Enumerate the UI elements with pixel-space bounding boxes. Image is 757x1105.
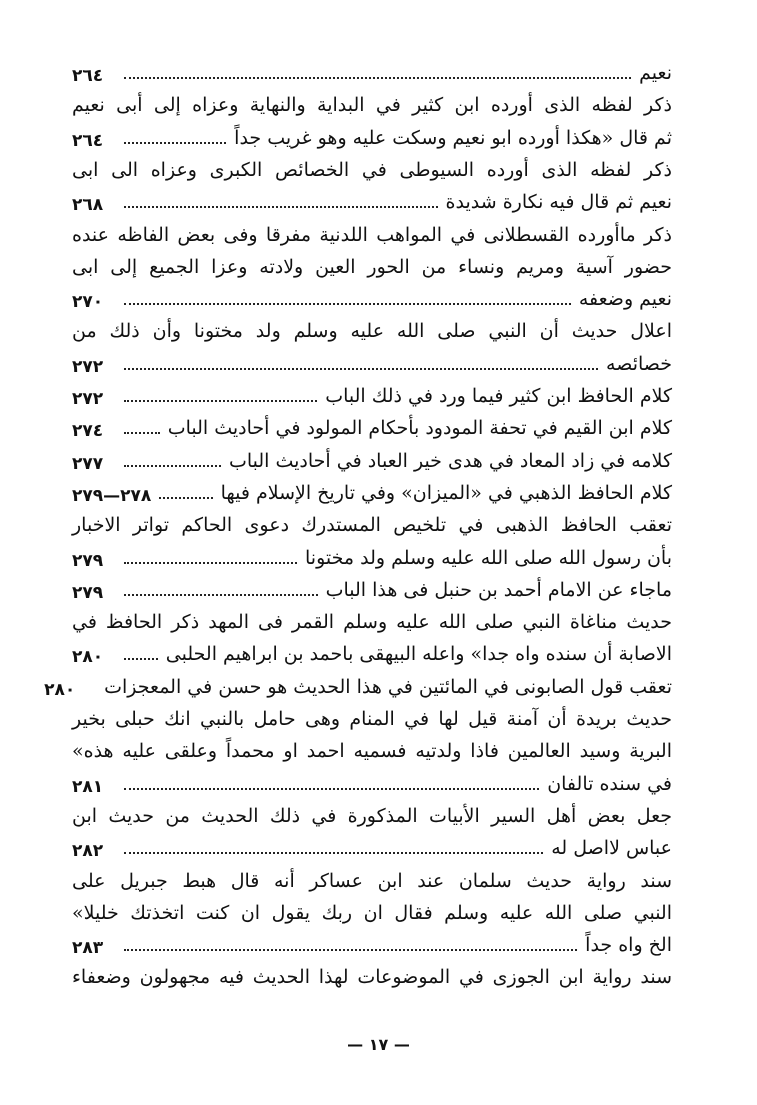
- toc-entry-text: حضور آسية ومريم ونساء من الحور العين ولادته وعزا الجميع إلى ابى: [72, 255, 672, 278]
- toc-page-number: ٢٧٧: [72, 453, 104, 474]
- dot-leader: [124, 142, 226, 144]
- toc-entry-text: كلامه في زاد المعاد في هدى خير العباد في أحاديث الباب: [228, 449, 672, 472]
- dot-leader: [124, 465, 221, 467]
- toc-line: [72, 187, 672, 217]
- toc-entry-text: كلام الحافظ الذهبي في «الميزان» وفي تاريخ الإسلام فيها: [220, 481, 672, 504]
- dot-leader: [124, 594, 318, 596]
- toc-entry-text: سند رواية حديث سلمان عند ابن عساكر أنه قال هبط جبريل على: [72, 869, 672, 892]
- toc-entry-text: ذكر لفظه الذى أورده ابن كثير في البداية والنهاية وعزاه إلى أبى نعيم: [72, 94, 672, 117]
- toc-page-number: ٢٧٠: [72, 292, 104, 313]
- toc-page-number: ٢٨٠: [44, 679, 76, 700]
- toc-entry-text: الخ واه جداً: [585, 934, 672, 957]
- toc-line: [72, 284, 672, 314]
- toc-page-number: ٢٨١: [72, 776, 104, 797]
- toc-entry-text: نعيم ثم قال فيه نكارة شديدة: [445, 191, 672, 214]
- dot-leader: [124, 206, 438, 208]
- toc-line: [72, 801, 672, 831]
- dot-leader: [124, 658, 158, 660]
- dot-leader: [159, 497, 212, 499]
- toc-line: [72, 736, 672, 766]
- toc-line: [72, 898, 672, 928]
- toc-entry-text: البرية وسيد العالمين فاذا ولدتيه فسميه احمد او محمداً وعلقى عليه هذه»: [72, 740, 672, 763]
- toc-entry-text: تعقب الحافظ الذهبى في تلخيص المستدرك دعوى الحاكم تواتر الاخبار: [72, 514, 672, 537]
- toc-page-number: ٢٧٢: [72, 389, 104, 409]
- toc-line: [72, 510, 672, 540]
- toc-entry-text: في سنده تالفان: [547, 772, 672, 795]
- toc-line: [72, 866, 672, 896]
- toc-entry-text: كلام ابن القيم في تحفة المودود بأحكام المولود في أحاديث الباب: [167, 417, 672, 440]
- toc-entry-text: جعل بعض أهل السير الأبيات المذكورة في ذلك الحديث من حديث ابن: [72, 804, 672, 827]
- dot-leader: [124, 949, 577, 951]
- toc-line: [72, 639, 672, 669]
- toc-line: [72, 704, 672, 734]
- toc-line: [72, 446, 672, 476]
- toc-entry-text: ذكر لفظه الذى أورده السيوطى في الخصائص الكبرى وعزاه الى ابى: [72, 158, 672, 181]
- toc-page-number: ٢٧٩: [72, 582, 104, 603]
- toc-entry-text: كلام الحافظ ابن كثير فيما ورد في ذلك الباب: [325, 385, 672, 407]
- toc-line: [72, 607, 672, 637]
- toc-line: [72, 90, 672, 120]
- toc-page-number: ٢٨٢: [72, 841, 104, 862]
- dot-leader: [124, 432, 160, 434]
- toc-entry-text: ماجاء عن الامام أحمد بن حنبل فى هذا الباب: [325, 578, 672, 601]
- toc-line: [72, 478, 672, 508]
- toc-entry-text: نعيم: [639, 62, 672, 84]
- toc-line: [72, 962, 672, 992]
- toc-line: [72, 930, 672, 960]
- toc-page-number: ٢٦٤: [72, 130, 104, 151]
- toc-page: [44, 56, 672, 1056]
- toc-line: [72, 769, 672, 799]
- dot-leader: [124, 562, 297, 564]
- toc-line: [72, 155, 672, 185]
- toc-page-number: ٢٧٢: [72, 356, 104, 377]
- toc-entry-text: عباس لااصل له: [551, 837, 672, 860]
- toc-entry-text: بأن رسول الله صلى الله عليه وسلم ولد مختونا: [305, 546, 672, 569]
- toc-entry-text: حديث مناغاة النبي صلى الله عليه وسلم القمر فى المهد ذكر الحافظ في: [72, 611, 672, 634]
- toc-line: [72, 252, 672, 282]
- toc-page-number: ٢٧٩: [72, 550, 104, 571]
- toc-entry-text: ثم قال «هكذا أورده ابو نعيم وسكت عليه وهو غريب جداً: [234, 126, 672, 149]
- toc-line: [72, 381, 672, 411]
- toc-entry-text: نعيم وضعفه: [578, 288, 672, 311]
- toc-line: [72, 220, 672, 250]
- dot-leader: [124, 400, 317, 402]
- toc-line: [72, 575, 672, 605]
- toc-entry-text: حديث بريدة أن آمنة قيل لها في المنام وهى حامل بالنبي انك حبلى بخير: [72, 708, 672, 730]
- toc-page-number: ٢٦٨: [72, 195, 104, 216]
- toc-line: [72, 349, 672, 379]
- toc-page-number: ٢٨٠: [72, 647, 104, 668]
- toc-entry-text: اعلال حديث أن النبي صلى الله عليه وسلم ولد مختونا وأن ذلك من: [72, 320, 672, 343]
- dot-leader: [124, 852, 543, 854]
- toc-line: [72, 833, 672, 863]
- toc-line: [72, 316, 672, 346]
- toc-line: [44, 672, 672, 702]
- toc-entry-text: تعقب قول الصابونى في المائتين في هذا الحديث هو حسن في المعجزات: [104, 675, 672, 698]
- toc-entry-text: الاصابة أن سنده واه جدا» واعله البيهقى باحمد بن ابراهيم الحلبى: [165, 643, 672, 666]
- toc-line: [72, 413, 672, 443]
- toc-entry-text: سند رواية ابن الجوزى في الموضوعات لهذا الحديث فيه مجهولون وضعفاء: [72, 966, 672, 989]
- toc-entry-text: النبي صلى الله عليه وسلم فقال ان ربك يقول ان كنت اتخذتك خليلا»: [72, 901, 672, 924]
- toc-page-number: ٢٧٤: [72, 421, 104, 442]
- toc-line: [72, 543, 672, 573]
- toc-line: [72, 123, 672, 153]
- dot-leader: [124, 303, 571, 305]
- dot-leader: [124, 77, 631, 79]
- toc-line: [72, 58, 672, 88]
- dot-leader: [124, 368, 598, 370]
- toc-entry-text: ذكر ماأورده القسطلانى في المواهب اللدنية مفرقا وفى بعض الفاظه عنده: [72, 223, 672, 246]
- toc-page-number: ٢٨٣: [72, 938, 104, 959]
- toc-entry-text: خصائصه: [606, 352, 672, 375]
- toc-page-number: ٢٦٤: [72, 66, 104, 86]
- toc-page-number: ٢٧٨—٢٧٩: [72, 485, 152, 506]
- page-number-footer: — ١٧ —: [347, 1035, 410, 1054]
- dot-leader: [124, 788, 539, 790]
